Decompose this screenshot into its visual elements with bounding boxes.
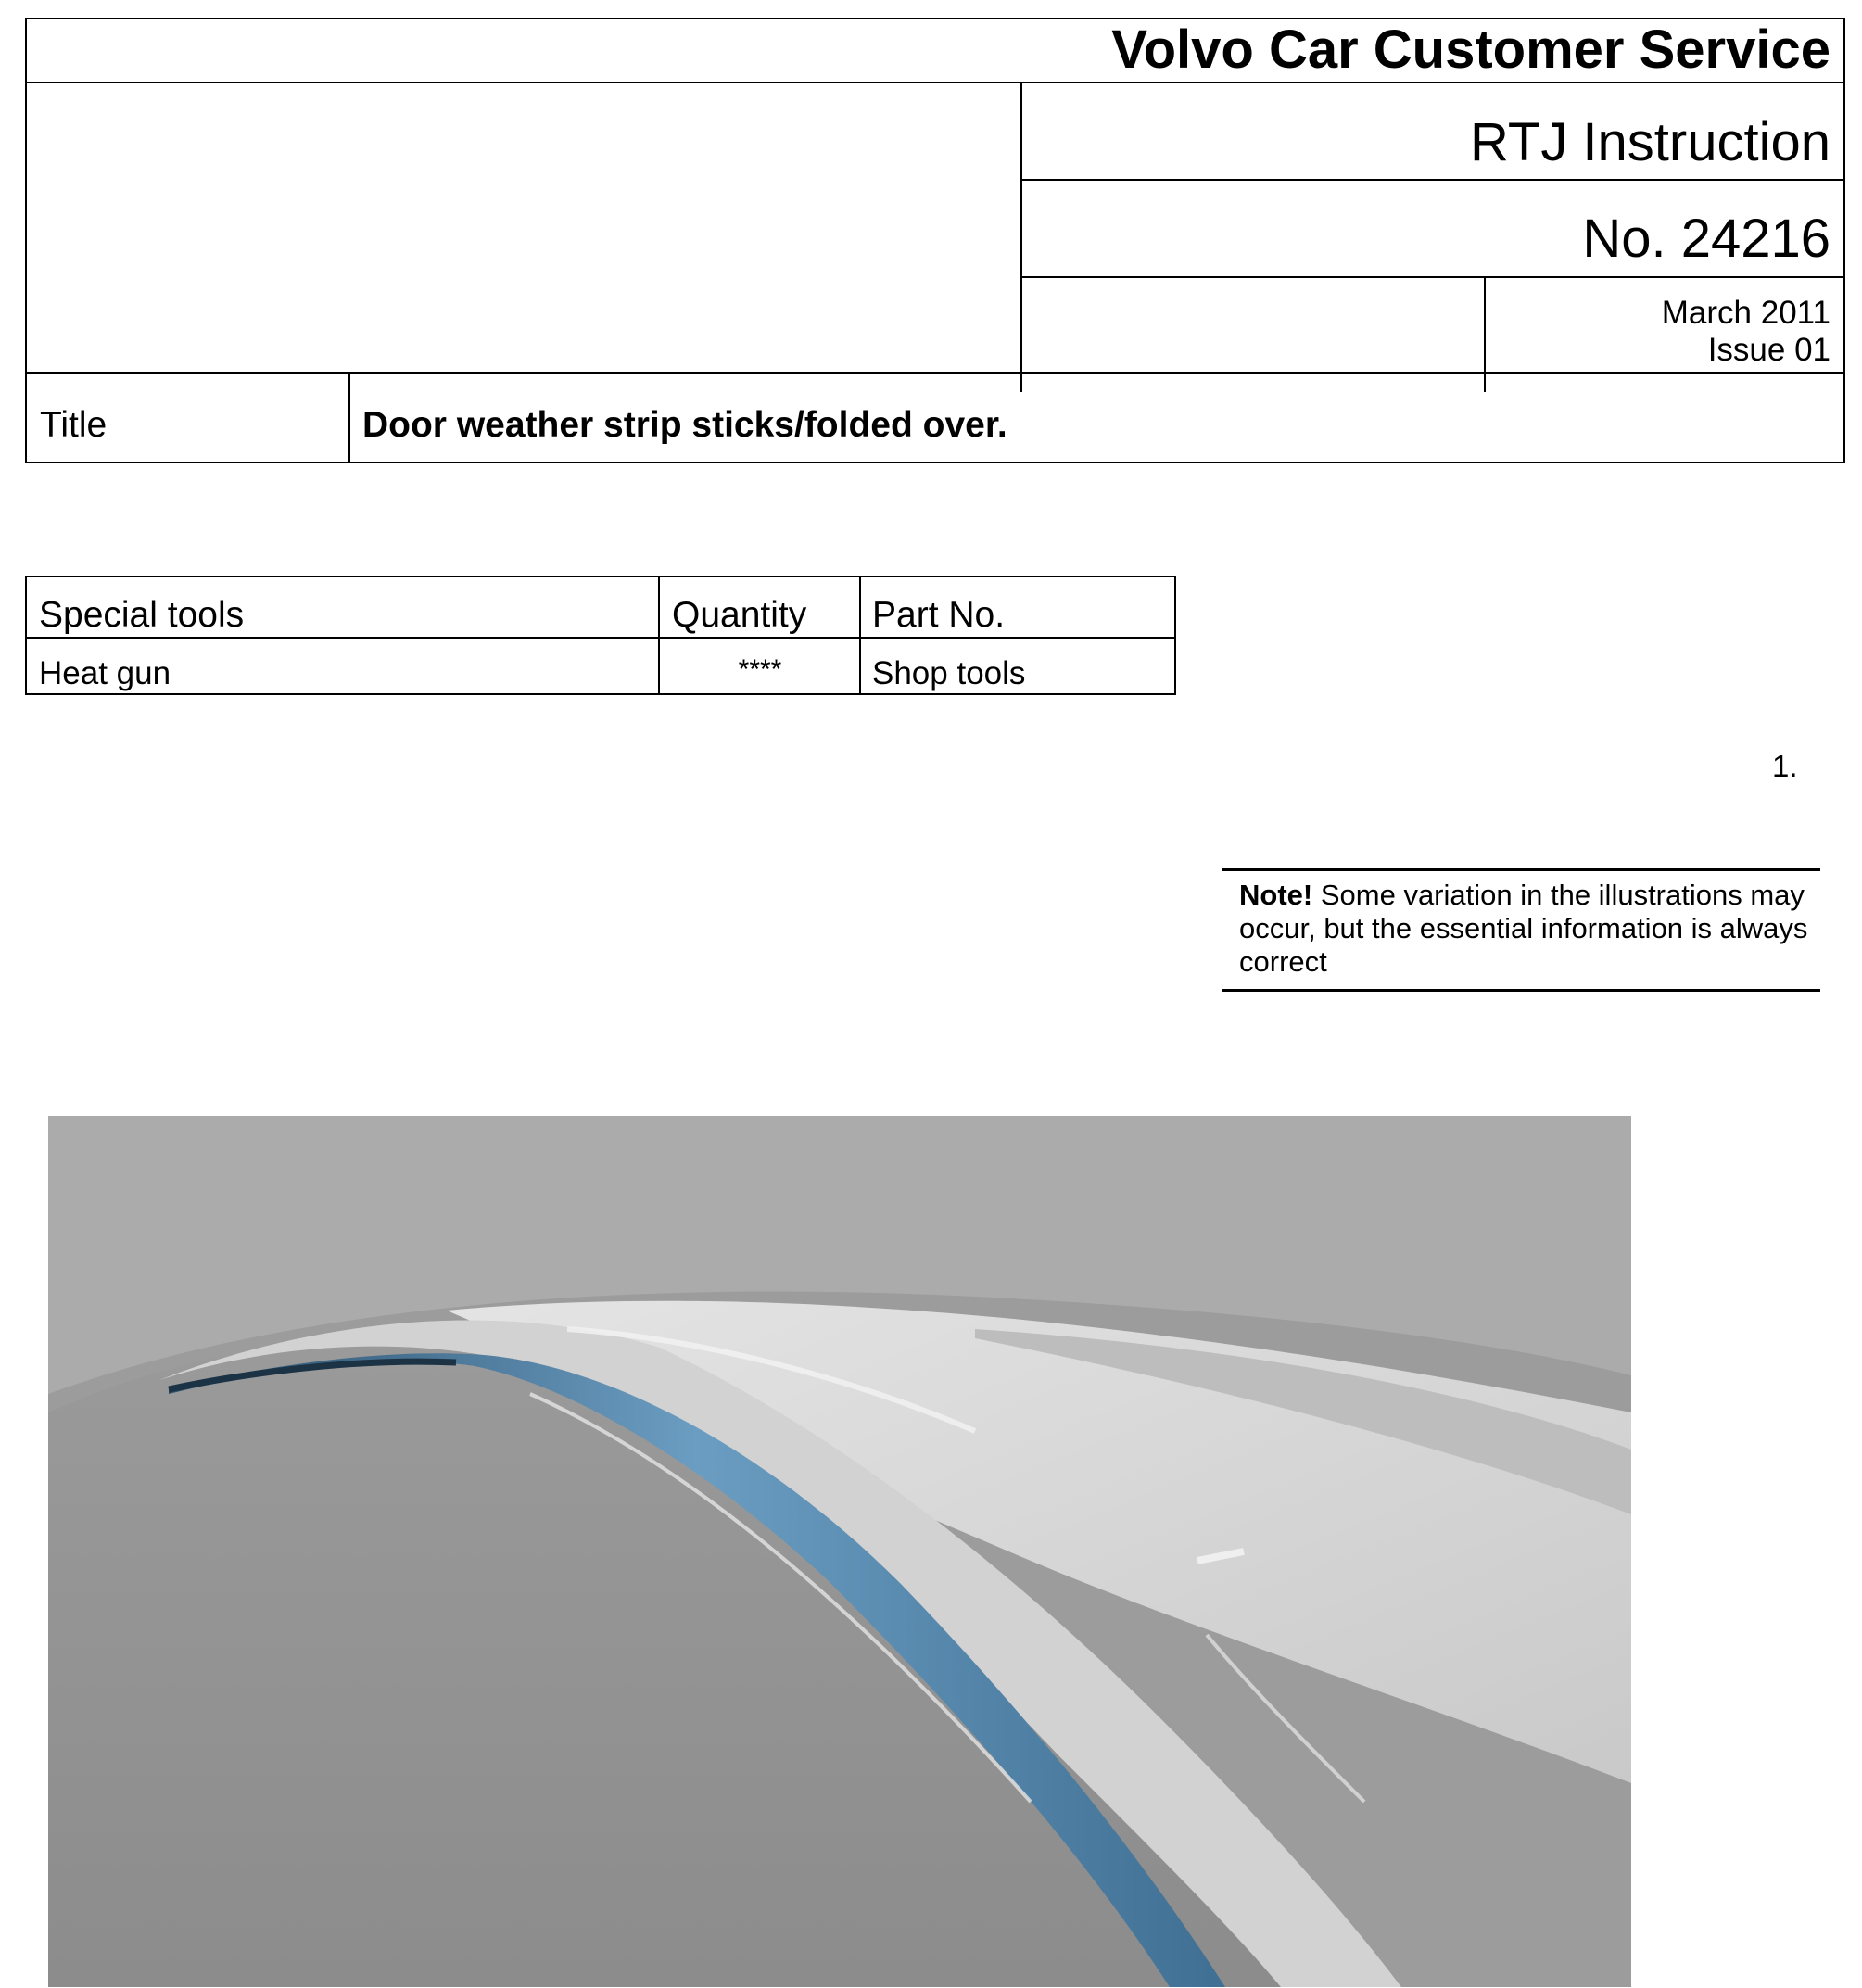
header-divider [27,372,1843,374]
company-name: Volvo Car Customer Service [1111,19,1830,80]
header-divider [27,82,1843,83]
step-number: 1. [1772,749,1798,783]
column-header-special-tools: Special tools [39,595,245,635]
header-divider [1021,179,1843,181]
door-frame-drawing [48,1116,1631,1987]
table-cell-part-no: Shop tools [872,655,1026,691]
header-table [25,18,1845,463]
header-divider [1020,82,1022,392]
table-divider [27,637,1174,639]
document-number: No. 24216 [1582,209,1830,269]
note-bottom-rule [1222,989,1820,992]
note-body [1239,879,1814,979]
note-label: Note! [1239,879,1313,911]
door-weather-strip-illustration [48,1116,1631,1987]
title-label: Title [40,405,108,445]
header-divider [348,373,350,462]
column-header-part-no: Part No. [872,595,1006,635]
note-top-rule [1222,868,1820,871]
note-text: Some variation in the illustrations may occur, but the essential information is always correct [1239,879,1808,978]
special-tools-table [25,576,1176,695]
table-cell-tool: Heat gun [39,655,171,691]
header-divider [1484,277,1486,392]
header-divider [1021,276,1843,278]
document-title: Door weather strip sticks/folded over. [362,405,1007,445]
document-type: RTJ Instruction [1470,112,1830,172]
column-header-quantity: Quantity [672,595,807,635]
note-box [1222,868,1820,992]
document-date: March 2011 [1661,295,1830,331]
table-cell-quantity: **** [738,654,782,685]
document-issue: Issue 01 [1707,332,1830,368]
